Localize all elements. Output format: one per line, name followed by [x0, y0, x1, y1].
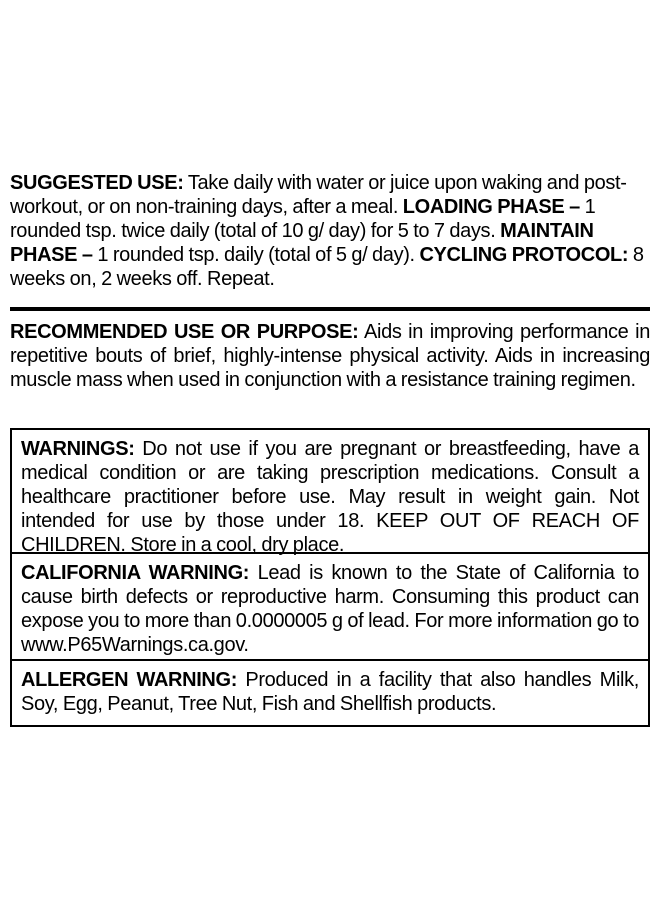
warnings-paragraph [21, 437, 639, 557]
suggested-use-section [10, 171, 650, 291]
suggested-use-paragraph [10, 171, 650, 291]
allergen-warning-paragraph [21, 668, 639, 716]
maintain-phase-text: 1 rounded tsp. daily (total of 5 g/ day). [92, 244, 420, 266]
cycling-protocol-text: 8 weeks on, 2 weeks off. Repeat. [10, 244, 644, 290]
recommended-use-paragraph [10, 320, 650, 392]
california-warning-cell [12, 552, 648, 659]
section-divider [10, 307, 650, 311]
allergen-warning-text: Produced in a facility that also handles Milk, Soy, Egg, Peanut, Tree Nut, Fish and Shellfish products. [21, 669, 639, 715]
warnings-text: Do not use if you are pregnant or breastfeeding, have a medical condition or are taking prescription medications. Consult a healthcare practitioner before use. May result in weight gain. Not intended for use by those under 18. KEEP OUT OF REACH OF CHILDREN. Store in a cool, dry place. [21, 438, 639, 556]
loading-phase-heading: LOADING PHASE – [402, 196, 580, 218]
suggested-use-text: Take daily with water or juice upon waking and post-workout, or on non-training days, after a meal. [10, 172, 627, 218]
warnings-cell [12, 430, 648, 556]
recommended-use-section [10, 320, 650, 392]
recommended-use-text: Aids in improving performance in repetitive bouts of brief, highly-intense physical activity. Aids in increasing muscle mass when used in conjunction with a resistance training regimen. [10, 321, 650, 391]
suggested-use-heading: SUGGESTED USE: [10, 172, 184, 194]
california-warning-paragraph [21, 561, 639, 657]
allergen-warning-heading: ALLERGEN WARNING: [21, 669, 238, 691]
warnings-heading: WARNINGS: [21, 438, 135, 460]
allergen-warning-cell [12, 659, 648, 725]
maintain-phase-heading: MAINTAIN PHASE – [10, 220, 594, 266]
warnings-box [10, 428, 650, 727]
california-warning-heading: CALIFORNIA WARNING: [21, 562, 250, 584]
california-warning-text: Lead is known to the State of California to cause birth defects or reproductive harm. Consuming this product can expose you to more than 0.0000005 g of lead. For more information go to www.P65Warnings.ca.gov. [21, 562, 639, 656]
recommended-use-heading: RECOMMENDED USE OR PURPOSE: [10, 321, 359, 343]
cycling-protocol-heading: CYCLING PROTOCOL: [419, 244, 629, 266]
loading-phase-text: 1 rounded tsp. twice daily (total of 10 g/ day) for 5 to 7 days. [10, 196, 596, 242]
